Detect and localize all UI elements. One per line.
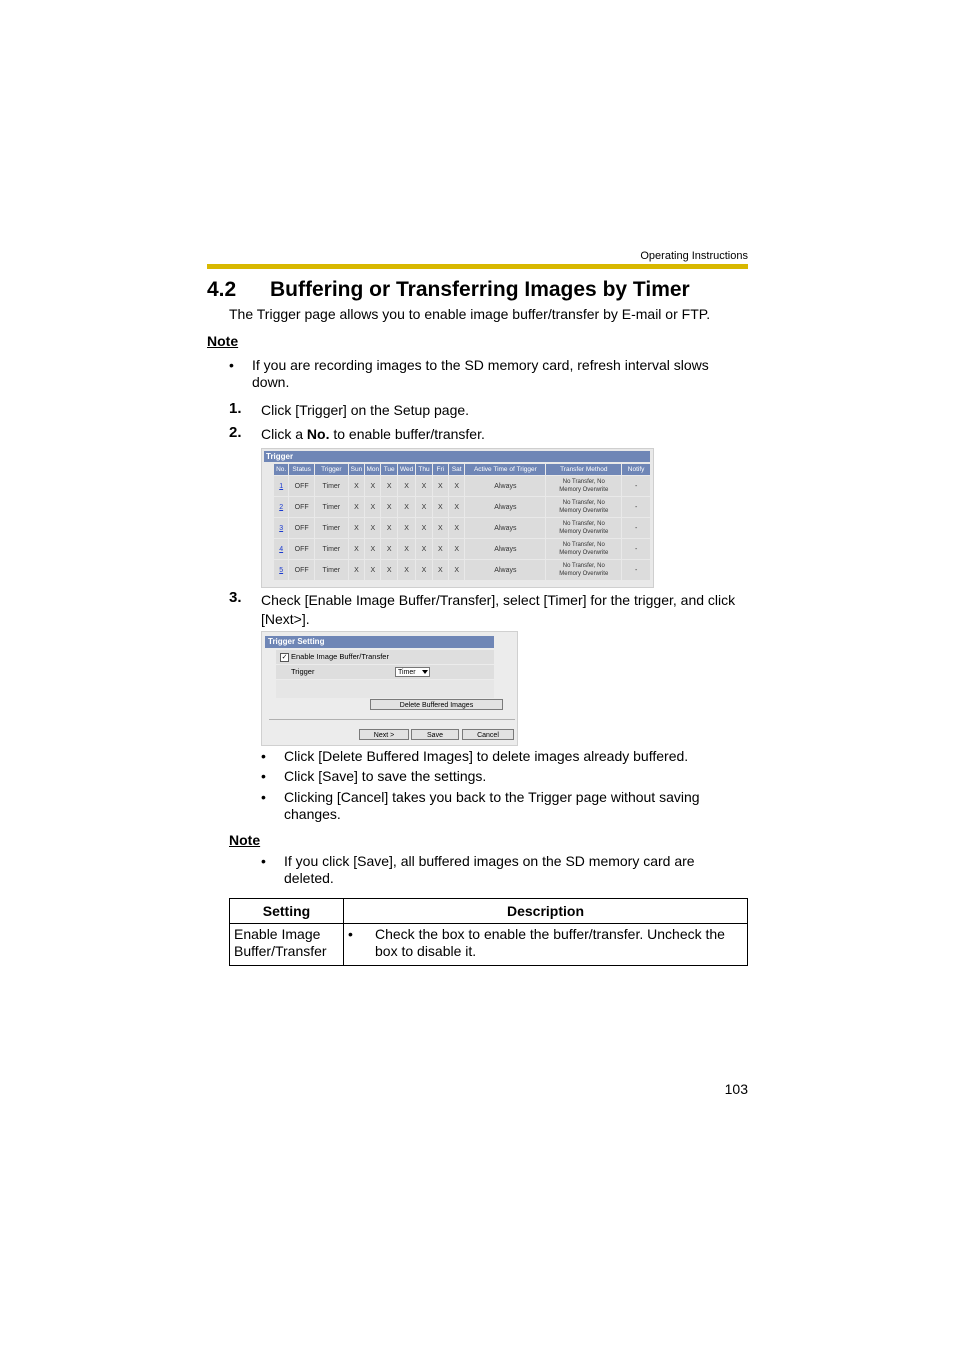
setting-cell — [230, 924, 344, 966]
description-cell — [344, 924, 748, 966]
col-header: Notify — [622, 464, 650, 475]
table-row — [274, 560, 650, 580]
transfer-method-cell — [546, 497, 621, 517]
table-row — [274, 539, 650, 559]
trigger-label: Trigger — [291, 667, 315, 676]
active-time-cell: Always — [465, 539, 545, 559]
active-time-cell: Always — [465, 518, 545, 538]
section-title — [207, 278, 690, 302]
table-row — [274, 518, 650, 538]
section-number: 4.2 — [207, 278, 237, 301]
trigger-cell: Timer — [315, 539, 348, 559]
step-number: 2. — [229, 424, 242, 441]
trigger-cell: Timer — [315, 518, 348, 538]
trigger-cell: Timer — [315, 497, 348, 517]
day-cell: X — [416, 518, 431, 538]
note-text-line: down. — [252, 374, 290, 390]
settings-table-header — [230, 899, 748, 924]
day-cell: X — [381, 518, 396, 538]
trigger-number-link[interactable]: 1 — [274, 476, 288, 496]
day-cell: X — [449, 560, 464, 580]
transfer-method-line: No Transfer, No — [562, 479, 605, 485]
trigger-row — [276, 665, 494, 679]
transfer-method-cell — [546, 476, 621, 496]
col-header: Fri — [433, 464, 448, 475]
trigger-number-link[interactable]: 2 — [274, 497, 288, 517]
blank-row — [276, 680, 494, 698]
day-cell: X — [381, 560, 396, 580]
day-cell: X — [433, 476, 448, 496]
trigger-cell: Timer — [315, 560, 348, 580]
trigger-cell: Timer — [315, 476, 348, 496]
col-header: Trigger — [315, 464, 348, 475]
status-cell: OFF — [289, 560, 314, 580]
step-text — [261, 591, 735, 629]
table-row — [274, 476, 650, 496]
notify-cell: - — [622, 518, 650, 538]
transfer-method-line: Memory Overwrite — [559, 529, 609, 535]
cancel-button[interactable]: Cancel — [462, 729, 514, 740]
day-cell: X — [381, 476, 396, 496]
transfer-method-line: No Transfer, No — [562, 521, 605, 527]
day-cell: X — [381, 497, 396, 517]
day-cell: X — [416, 560, 431, 580]
next-button[interactable]: Next > — [359, 729, 409, 740]
day-cell: X — [398, 560, 415, 580]
transfer-method-line: No Transfer, No — [562, 500, 605, 506]
col-header: Thu — [416, 464, 431, 475]
day-cell: X — [433, 497, 448, 517]
trigger-table-header — [274, 464, 650, 475]
col-header: Description — [344, 899, 748, 924]
day-cell: X — [398, 497, 415, 517]
section-intro: The Trigger page allows you to enable image buffer/transfer by E-mail or FTP. — [229, 306, 711, 322]
transfer-method-line: No Transfer, No — [562, 542, 605, 548]
trigger-page-screenshot — [261, 448, 654, 588]
enable-row — [276, 650, 494, 664]
transfer-method-cell — [546, 560, 621, 580]
step-text-line: Check [Enable Image Buffer/Transfer], select [Timer] for the trigger, and click — [261, 592, 736, 608]
day-cell: X — [349, 497, 364, 517]
trigger-setting-screenshot — [261, 631, 518, 746]
day-cell: X — [365, 497, 380, 517]
day-cell: X — [449, 539, 464, 559]
day-cell: X — [433, 539, 448, 559]
settings-table — [229, 898, 748, 966]
col-header: Tue — [381, 464, 396, 475]
transfer-method-line: No Transfer, No — [562, 563, 605, 569]
trigger-select[interactable] — [395, 667, 430, 677]
step-text-part: to enable buffer/transfer. — [329, 426, 485, 442]
status-cell: OFF — [289, 476, 314, 496]
col-header: Transfer Method — [546, 464, 621, 475]
col-header: Sun — [350, 466, 363, 473]
page-number: 103 — [724, 1081, 748, 1097]
day-cell: X — [398, 476, 415, 496]
day-cell: X — [398, 539, 415, 559]
col-header: No. — [274, 464, 288, 475]
day-cell: X — [365, 476, 380, 496]
transfer-method-line: Memory Overwrite — [559, 487, 609, 493]
bullet-text — [284, 789, 700, 823]
trigger-select-value: Timer — [398, 669, 416, 676]
save-button[interactable]: Save — [411, 729, 459, 740]
day-cell: X — [416, 476, 431, 496]
day-cell: X — [449, 476, 464, 496]
day-cell: X — [349, 476, 364, 496]
note-text-line: If you click [Save], all buffered images on the SD memory card are — [284, 853, 695, 869]
trigger-setting-title: Trigger Setting — [265, 636, 494, 648]
col-header: Wed — [398, 464, 415, 475]
setting-line: Enable Image — [234, 926, 321, 942]
bullet-text-line: changes. — [284, 806, 341, 822]
transfer-method-line: Memory Overwrite — [559, 550, 609, 556]
notify-cell: - — [622, 539, 650, 559]
bullet-text-line: Clicking [Cancel] takes you back to the Trigger page without saving — [284, 789, 700, 805]
col-header: Setting — [230, 899, 344, 924]
note-text — [252, 357, 709, 391]
section-heading: Buffering or Transferring Images by Timer — [270, 278, 690, 301]
setting-line: Buffer/Transfer — [234, 943, 327, 959]
step-text-line: [Next>]. — [261, 611, 310, 627]
note-text-line: deleted. — [284, 870, 334, 886]
description-line: Check the box to enable the buffer/transfer. Uncheck the — [375, 926, 725, 942]
day-cell: X — [433, 518, 448, 538]
step-text-part: Click a — [261, 426, 307, 442]
bullet-mark: • — [261, 768, 266, 784]
bullet-mark: • — [261, 748, 266, 764]
transfer-method-line: Memory Overwrite — [559, 571, 609, 577]
status-cell: OFF — [289, 518, 314, 538]
day-cell: X — [349, 518, 364, 538]
notify-cell: - — [622, 560, 650, 580]
bullet-text: Click [Save] to save the settings. — [284, 768, 487, 784]
notify-cell: - — [622, 476, 650, 496]
step-number: 3. — [229, 589, 242, 606]
day-cell: X — [433, 560, 448, 580]
note-label: Note — [229, 832, 261, 848]
col-header: Active Time of Trigger — [465, 464, 545, 475]
col-header: Status — [289, 464, 314, 475]
bullet-mark: • — [229, 357, 234, 373]
bullet-mark: • — [261, 789, 266, 805]
day-cell: X — [398, 518, 415, 538]
trigger-number-link[interactable]: 4 — [274, 539, 288, 559]
day-cell: X — [365, 539, 380, 559]
day-cell: X — [365, 518, 380, 538]
trigger-table — [273, 463, 651, 581]
day-cell: X — [365, 560, 380, 580]
day-cell: X — [381, 539, 396, 559]
running-header: Operating Instructions — [640, 250, 748, 262]
active-time-cell: Always — [465, 497, 545, 517]
col-header: Sat — [449, 464, 464, 475]
status-cell: OFF — [289, 497, 314, 517]
bullet-mark: • — [348, 926, 353, 942]
step-number: 1. — [229, 400, 242, 417]
header-rule — [207, 264, 748, 269]
divider — [269, 719, 515, 720]
day-cell: X — [416, 497, 431, 517]
table-row — [230, 924, 748, 966]
bullet-text: Click [Delete Buffered Images] to delete images already buffered. — [284, 748, 689, 764]
note-text-line: If you are recording images to the SD memory card, refresh interval slows — [252, 357, 709, 373]
step-text — [261, 426, 485, 443]
chevron-down-icon — [422, 670, 428, 674]
transfer-method-cell — [546, 518, 621, 538]
note-label: Note — [207, 333, 239, 349]
status-cell: OFF — [289, 539, 314, 559]
day-cell: X — [349, 539, 364, 559]
delete-buffered-images-button[interactable]: Delete Buffered Images — [370, 699, 503, 710]
trigger-number-link[interactable]: 5 — [274, 560, 288, 580]
transfer-method-cell — [546, 539, 621, 559]
description-line: box to disable it. — [375, 943, 477, 959]
enable-checkbox[interactable]: ✓ — [281, 654, 288, 661]
day-cell: X — [449, 518, 464, 538]
transfer-method-line: Memory Overwrite — [559, 508, 609, 514]
col-header: Mon — [366, 466, 380, 473]
note-text — [284, 853, 695, 887]
step-text: Click [Trigger] on the Setup page. — [261, 402, 470, 418]
notify-cell: - — [622, 497, 650, 517]
day-cell: X — [449, 497, 464, 517]
table-row — [274, 497, 650, 517]
active-time-cell: Always — [465, 560, 545, 580]
bullet-mark: • — [261, 853, 266, 869]
trigger-number-link[interactable]: 3 — [274, 518, 288, 538]
active-time-cell: Always — [465, 476, 545, 496]
day-cell: X — [416, 539, 431, 559]
enable-label: Enable Image Buffer/Transfer — [291, 652, 389, 661]
day-cell: X — [349, 560, 364, 580]
step-text-bold: No. — [306, 426, 330, 442]
trigger-page-title: Trigger — [264, 451, 650, 462]
